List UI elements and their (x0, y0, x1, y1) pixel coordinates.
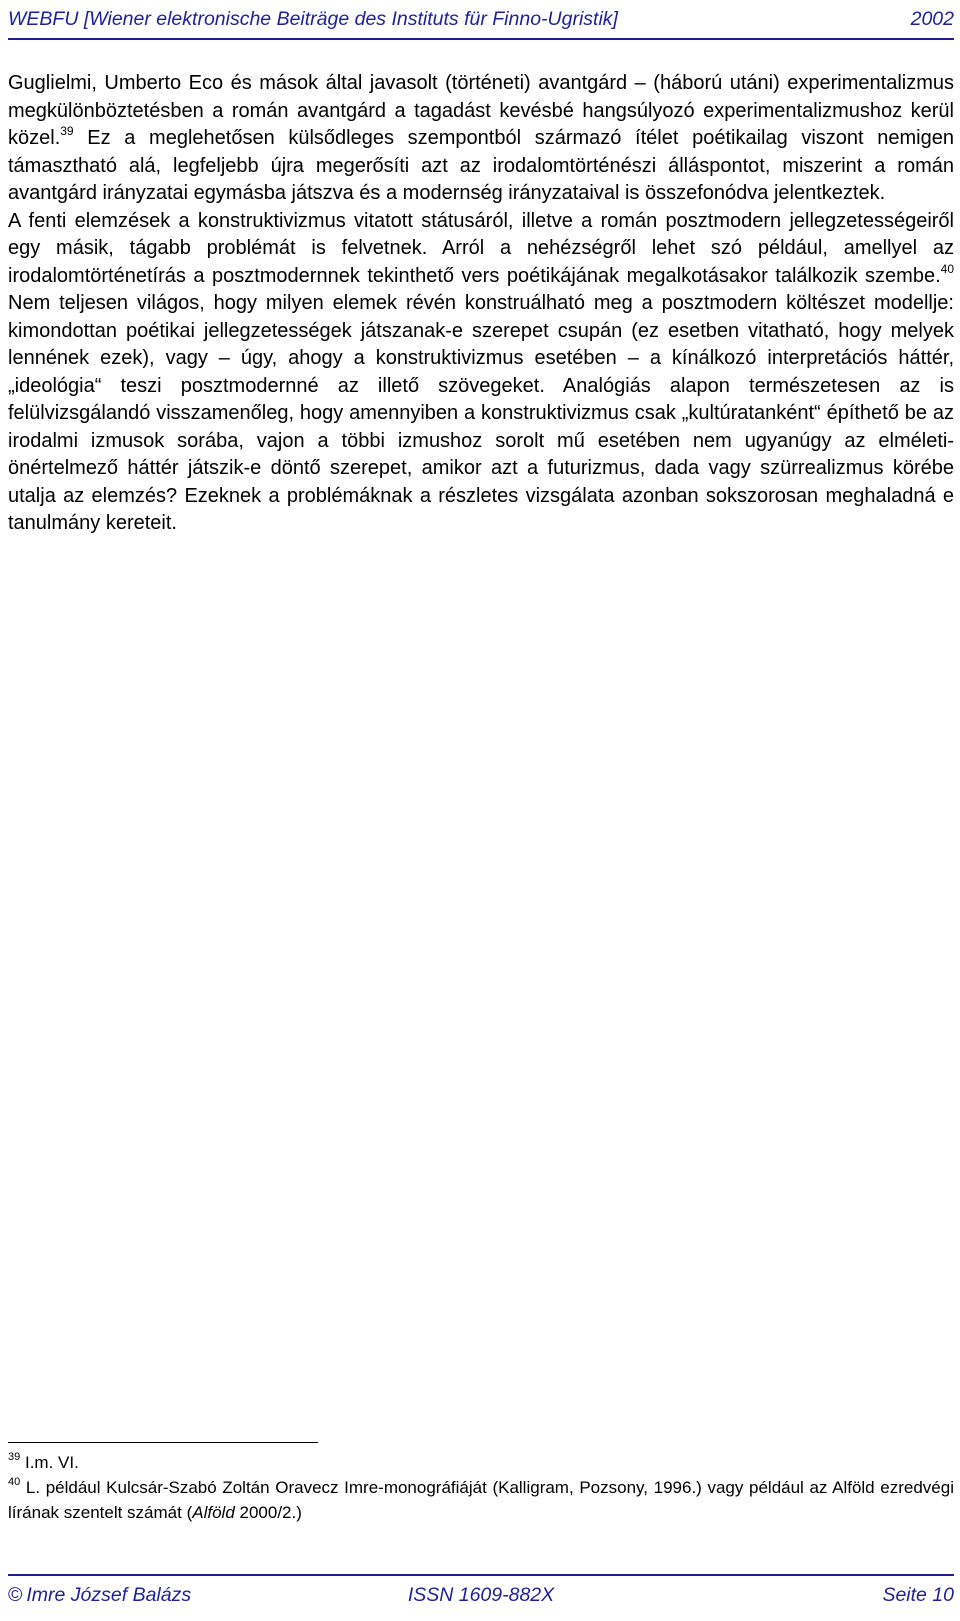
author-name: Imre József Balázs (26, 1583, 192, 1606)
copyright-icon: © (8, 1583, 23, 1606)
paragraph-1 (8, 70, 954, 208)
header-rule (8, 38, 954, 40)
footnote-text: I.m. VI. (24, 1453, 79, 1472)
footnote-text-end: 2000/2.) (234, 1503, 302, 1522)
footnote-number: 39 (8, 1451, 21, 1463)
paragraph-1-text-b: Ez a meglehetősen külsődleges szempontból származó ítélet poétikailag viszont nemigen támasztható alá, legfeljebb újra megerősíti azt az irodalomtörténészi álláspontot, miszerint a román avantgárd irányzatai egymásba játszva és a modernség irányzataival is összefonódva jelentkeztek. (8, 127, 954, 204)
footnotes (8, 1450, 954, 1525)
page-number: Seite 10 (882, 1583, 954, 1606)
footnote-number: 40 (8, 1476, 21, 1488)
footnote-italic-title: Alföld (192, 1503, 235, 1522)
footer-author (8, 1584, 320, 1607)
footnote-39 (8, 1450, 954, 1475)
footer-issn: ISSN 1609-882X (407, 1583, 555, 1606)
footnote-ref-40[interactable]: 40 (940, 261, 954, 276)
paragraph-2-text-a: A fenti elemzések a konstruktivizmus vitatott státusáról, illetve a román posztmodern jellegzetességeiről egy másik, tágabb problémát is felvetnek. Arról a nehézségről lehet szó például, amellyel az irodalomtörténetírás a posztmodernnek tekinthető vers poétikájának megalkotásakor találkozik szembe. (8, 209, 954, 287)
footnote-40 (8, 1475, 954, 1525)
main-text (8, 70, 954, 538)
footnote-separator (8, 1442, 318, 1443)
paragraph-2-text-b: Nem teljesen világos, hogy milyen elemek révén konstruálható meg a posztmodern költészet modellje: kimondottan poétikai jellegzetességek játszanak-e szerepet csupán (ez esetben vitatható, hogy melyek lennének ezek), vagy – úgy, ahogy a konstruktivizmus esetében – a kínálkozó interpretációs háttér, „ideológia“ teszi posztmodernné az illető szövegeket. Analógiás alapon természetesen az is felülvizsgálandó visszamenőleg, hogy amennyiben a konstruktivizmus csak „kultúratanként“ építhető be az irodalmi izmusok sorába, vajon a többi izmushoz sorolt mű esetében nem ugyanúgy az elméleti-önértelmező háttér játszik-e döntő szerepet, amikor azt a futurizmus, dada vagy szürrealizmus körébe utalja az elemzés? Ezeknek a problémáknak a részletes vizsgálata azonban sokszorosan meghaladná e tanulmány kereteit. (8, 292, 954, 534)
footnote-ref-39[interactable]: 39 (60, 124, 74, 138)
journal-title: WEBFU [Wiener elektronische Beiträge des Instituts für Finno-Ugristik] (8, 7, 618, 30)
footnote-text: L. például Kulcsár-Szabó Zoltán Oravecz Imre-monográfiáját (Kalligram, Pozsony, 1996.) vagy például az Alföld ezredvégi lírának szentelt számát ( (8, 1478, 954, 1522)
publication-year: 2002 (910, 7, 954, 30)
footer-rule (8, 1574, 954, 1576)
page-header (8, 4, 954, 34)
paragraph-2 (8, 208, 954, 538)
page-footer (8, 1580, 954, 1610)
paragraph-1-text-a: Guglielmi, Umberto Eco és mások által javasolt (történeti) avantgárd – (háború utáni) experimentalizmus megkülönböztetésben a román avantgárd a tagadást kevésbé hangsúlyozó experimentalizmushoz kerül közel. (8, 72, 954, 149)
